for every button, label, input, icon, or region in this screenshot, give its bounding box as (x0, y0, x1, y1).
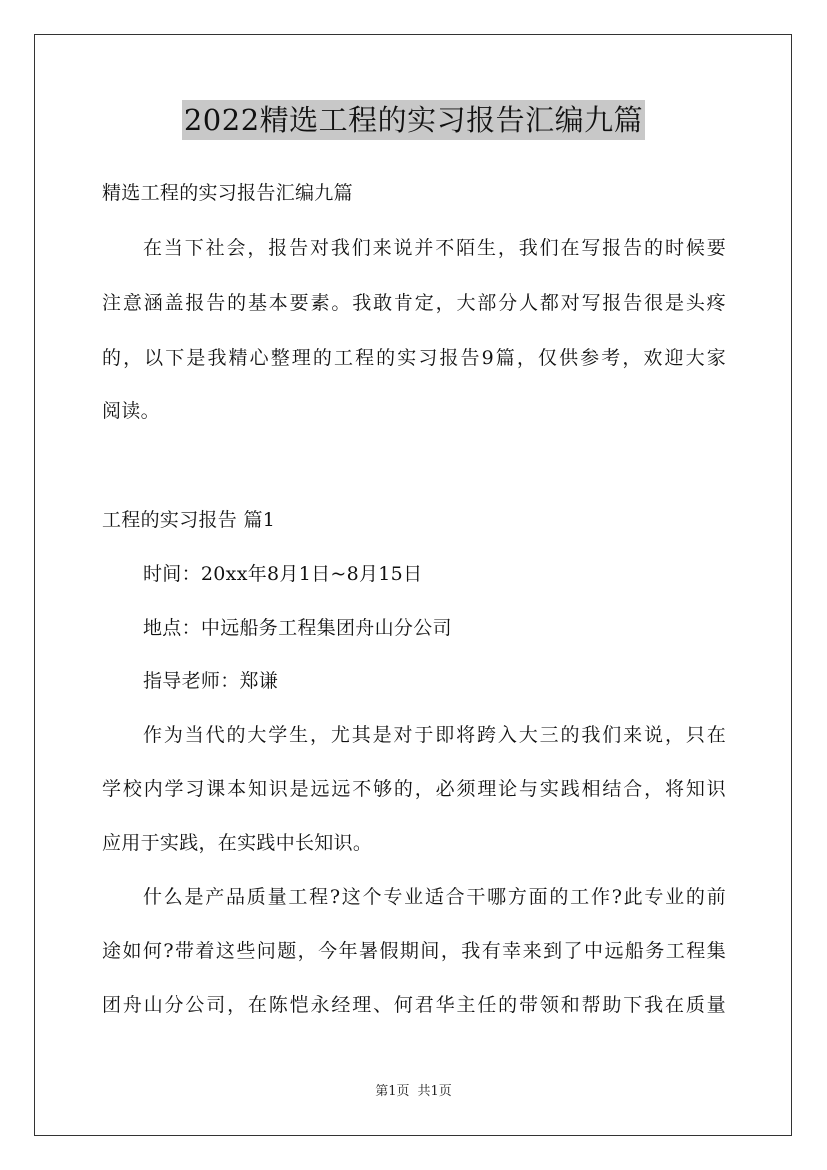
page-total: 共1页 (417, 1084, 452, 1099)
page-number: 第1页 (375, 1084, 410, 1099)
paragraph2-line-3: 团舟山分公司，在陈恺永经理、何君华主任的带领和帮助下我在质量 (102, 994, 726, 1016)
section-heading: 工程的实习报告 篇1 (102, 509, 276, 531)
paragraph1-line-3: 应用于实践，在实践中长知识。 (102, 832, 373, 854)
intro-line-2: 注意涵盖报告的基本要素。我敢肯定，大部分人都对写报告很是头疼 (102, 292, 726, 314)
paragraph1-line-2: 学校内学习课本知识是远远不够的，必须理论与实践相结合，将知识 (102, 778, 726, 800)
intro-line-4: 阅读。 (102, 400, 160, 422)
document-title: 2022精选工程的实习报告汇编九篇 (182, 100, 645, 140)
paragraph1-line-1: 作为当代的大学生，尤其是对于即将跨入大三的我们来说，只在 (143, 724, 726, 746)
intro-line-3: 的，以下是我精心整理的工程的实习报告9篇，仅供参考，欢迎大家 (102, 347, 726, 369)
info-location: 地点：中远船务工程集团舟山分公司 (143, 617, 452, 639)
info-advisor: 指导老师：郑谦 (143, 670, 279, 692)
intro-line-1: 在当下社会，报告对我们来说并不陌生，我们在写报告的时候要 (143, 237, 726, 259)
title-container (0, 100, 827, 140)
paragraph2-line-2: 途如何?带着这些问题，今年暑假期间，我有幸来到了中远船务工程集 (102, 940, 726, 962)
document-subtitle: 精选工程的实习报告汇编九篇 (102, 182, 353, 204)
paragraph2-line-1: 什么是产品质量工程?这个专业适合干哪方面的工作?此专业的前 (143, 886, 726, 908)
page-footer (0, 1083, 827, 1101)
info-time: 时间：20xx年8月1日~8月15日 (143, 563, 423, 585)
